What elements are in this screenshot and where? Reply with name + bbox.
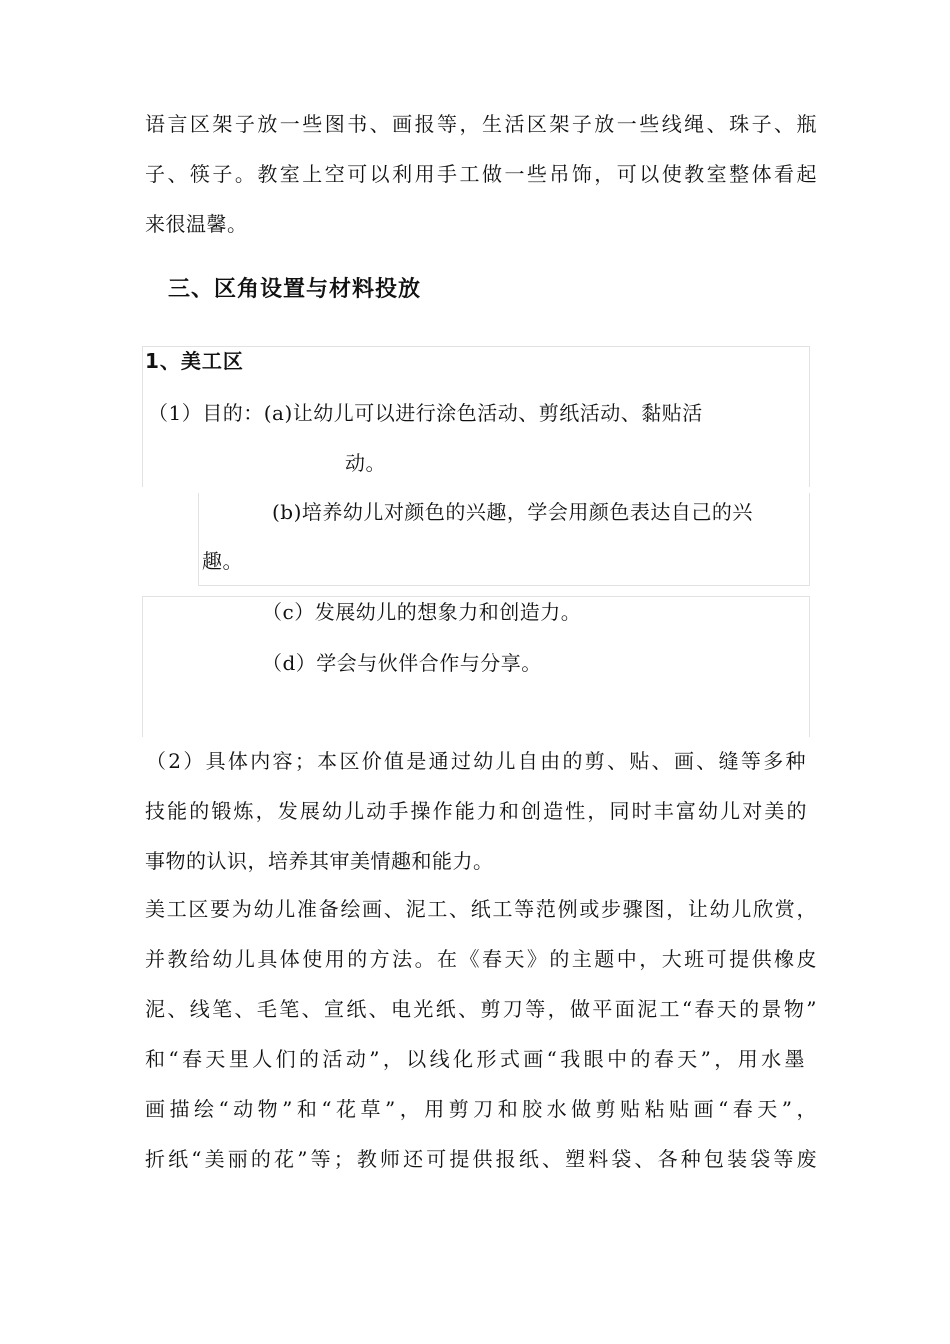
content-line-1: （2）具体内容；本区价值是通过幼儿自由的剪、贴、画、缝等多种 xyxy=(146,749,806,773)
intro-line-2: 子、筷子。教室上空可以利用手工做一些吊饰，可以使教室整体看起 xyxy=(145,162,817,186)
materials-line-6: 折纸“美丽的花”等；教师还可提供报纸、塑料袋、各种包装袋等废 xyxy=(145,1147,817,1171)
materials-line-1: 美工区要为幼儿准备绘画、泥工、纸工等范例或步骤图，让幼儿欣赏， xyxy=(145,897,817,921)
section-heading: 三、区角设置与材料投放 xyxy=(168,277,422,302)
materials-line-2: 并教给幼儿具体使用的方法。在《春天》的主题中，大班可提供橡皮 xyxy=(145,947,817,971)
content-line-3: 事物的认识，培养其审美情趣和能力。 xyxy=(145,849,494,873)
purpose-a: （1）目的：(a)让幼儿可以进行涂色活动、剪纸活动、黏贴活 xyxy=(148,401,703,425)
content-line-2: 技能的锻炼，发展幼儿动手操作能力和创造性，同时丰富幼儿对美的 xyxy=(145,799,807,823)
purpose-d: （d）学会与伙伴合作与分享。 xyxy=(262,651,542,675)
purpose-c: （c）发展幼儿的想象力和创造力。 xyxy=(262,600,582,624)
purpose-a-continued: 动。 xyxy=(345,451,386,475)
intro-line-3: 来很温馨。 xyxy=(145,212,248,236)
intro-line-1: 语言区架子放一些图书、画报等，生活区架子放一些线绳、珠子、瓶 xyxy=(145,112,817,136)
purpose-b-continued: 趣。 xyxy=(202,549,243,573)
sub-heading-art-area: 1、美工区 xyxy=(145,349,244,373)
materials-line-4: 和“春天里人们的活动”，以线化形式画“我眼中的春天”，用水墨 xyxy=(145,1047,805,1071)
materials-line-3: 泥、线笔、毛笔、宣纸、电光纸、剪刀等，做平面泥工“春天的景物” xyxy=(145,997,817,1021)
materials-line-5: 画描绘“动物”和“花草”，用剪刀和胶水做剪贴粘贴画“春天”， xyxy=(145,1097,817,1121)
purpose-b: (b)培养幼儿对颜色的兴趣，学会用颜色表达自己的兴 xyxy=(272,500,753,524)
